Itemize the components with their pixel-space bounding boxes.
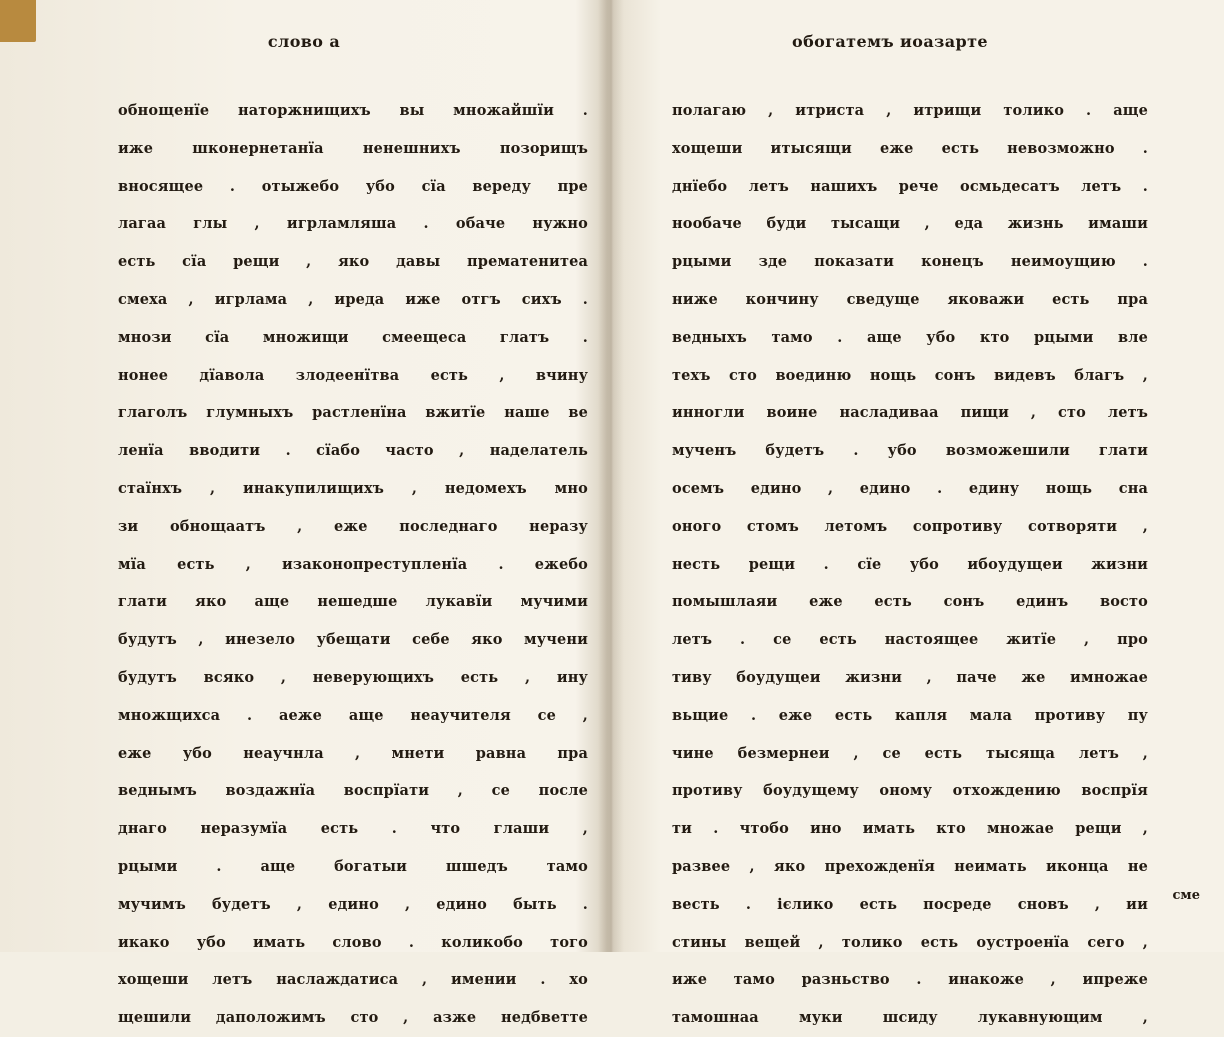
text-line: ведныхъ тамо . аще убо кто рцыми вле	[672, 328, 1148, 346]
text-line: несть рещи . сїе убо ибоудущеи жизни	[672, 555, 1148, 573]
text-line: хощеши итысящи еже есть невозможно .	[672, 139, 1148, 157]
right-text-block	[672, 92, 1158, 1037]
text-line: осемъ едино , едино . едину нощь сна	[672, 479, 1148, 497]
right-running-head: обогатемъ иоазарте	[792, 32, 988, 51]
left-running-head: слово а	[267, 32, 341, 51]
text-line: весть . ієлико есть посреде сновъ , ии	[672, 895, 1148, 913]
text-line: мученъ будетъ . убо возможешили глати	[672, 442, 1148, 460]
text-line: вносящее . отыжебо убо сїа вереду пре	[118, 177, 588, 195]
text-line: лагаа глы , игрламляша . обаче нужно	[118, 215, 588, 233]
text-line: нонее дїавола злодеенїтва есть , вчину	[118, 366, 588, 384]
text-line: летъ . се есть настоящее житїе , про	[672, 631, 1148, 649]
text-line: инногли воине насладиваа пищи , сто летъ	[672, 404, 1148, 422]
text-line: чине безмернеи , се есть тысяща летъ ,	[672, 744, 1148, 762]
left-text-block	[118, 92, 596, 1037]
text-line: тамошнаа муки шсиду лукавнующим ,	[672, 1009, 1148, 1027]
catchword: сме	[1172, 888, 1200, 903]
text-line: вьщие . еже есть капля мала противу пу	[672, 706, 1148, 724]
text-line: тиву боудущеи жизни , паче же имножае	[672, 668, 1148, 686]
text-line: веднымъ воздажнїа воспрїати , се после	[118, 782, 588, 800]
text-line: глаголъ глумныхъ растленїна вжитїе наше ве	[118, 404, 588, 422]
text-line: хощеши летъ наслаждатиса , имении . хо	[118, 971, 588, 989]
text-line: оного стомъ летомъ сопротиву сотворяти ,	[672, 517, 1148, 535]
text-line: иже тамо разньство . инакоже , ипреже	[672, 971, 1148, 989]
text-line: множщихса . аеже аще неаучителя се ,	[118, 706, 588, 724]
text-line: мнози сїа множищи смеещеса глатъ .	[118, 328, 588, 346]
text-line: ти . чтобо ино имать кто множае рещи ,	[672, 820, 1148, 838]
text-line: еже убо неаучнла , мнети равна пра	[118, 744, 588, 762]
text-line: днаго неразумїа есть . что глаши ,	[118, 820, 588, 838]
text-line: нообаче буди тысащи , еда жизнь имаши	[672, 215, 1148, 233]
text-line: мїа есть , изаконопреступленїа . ежебо	[118, 555, 588, 573]
book-spine	[598, 0, 624, 952]
text-line: смеха , игрлама , иреда иже отгъ сихъ .	[118, 290, 588, 308]
text-line: днїебо летъ нашихъ рече осмьдесатъ летъ .	[672, 177, 1148, 195]
text-line: рцыми . аще богатыи шшедъ тамо	[118, 857, 588, 875]
text-line: глати яко аще нешедше лукавїи мучими	[118, 593, 588, 611]
text-line: помышлаяи еже есть сонъ единъ восто	[672, 593, 1148, 611]
text-line: есть сїа рещи , яко давы прематенитеа	[118, 253, 588, 271]
text-line: рцыми зде показати конецъ неимоущию .	[672, 253, 1148, 271]
text-line: ниже кончину сведуще яковажи есть пра	[672, 290, 1148, 308]
text-line: техъ сто воединю нощь сонъ видевъ благъ ,	[672, 366, 1148, 384]
text-line: будутъ , инезело убещати себе яко мучени	[118, 631, 588, 649]
text-line: мучимъ будетъ , едино , едино быть .	[118, 895, 588, 913]
text-line: ленїа вводити . сїабо часто , наделатель	[118, 442, 588, 460]
text-line: противу боудущему оному отхождению воспрїя	[672, 782, 1148, 800]
text-line: будутъ всяко , неверующихъ есть , ину	[118, 668, 588, 686]
text-line: икако убо имать слово . коликобо того	[118, 933, 588, 951]
text-line: зи обнощаатъ , еже последнаго неразу	[118, 517, 588, 535]
text-line: полагаю , итриста , итрищи толико . аще	[672, 102, 1148, 119]
text-line: иже шконернетанїа ненешнихъ позорищъ	[118, 139, 588, 157]
text-line: щешили даположимъ сто , азже недбветте	[118, 1009, 588, 1027]
text-line: стины вещей , толико есть оустрoенїа сего ,	[672, 933, 1148, 951]
text-line: развее , яко прехожденїя неимать иконца не	[672, 857, 1148, 875]
text-line: обнощенїе наторжнищихъ вы множайшїи .	[118, 102, 588, 119]
left-page	[36, 0, 600, 1027]
right-page	[628, 0, 1224, 1027]
text-line: стаїнхъ , инакупилищихъ , недомехъ мно	[118, 479, 588, 497]
